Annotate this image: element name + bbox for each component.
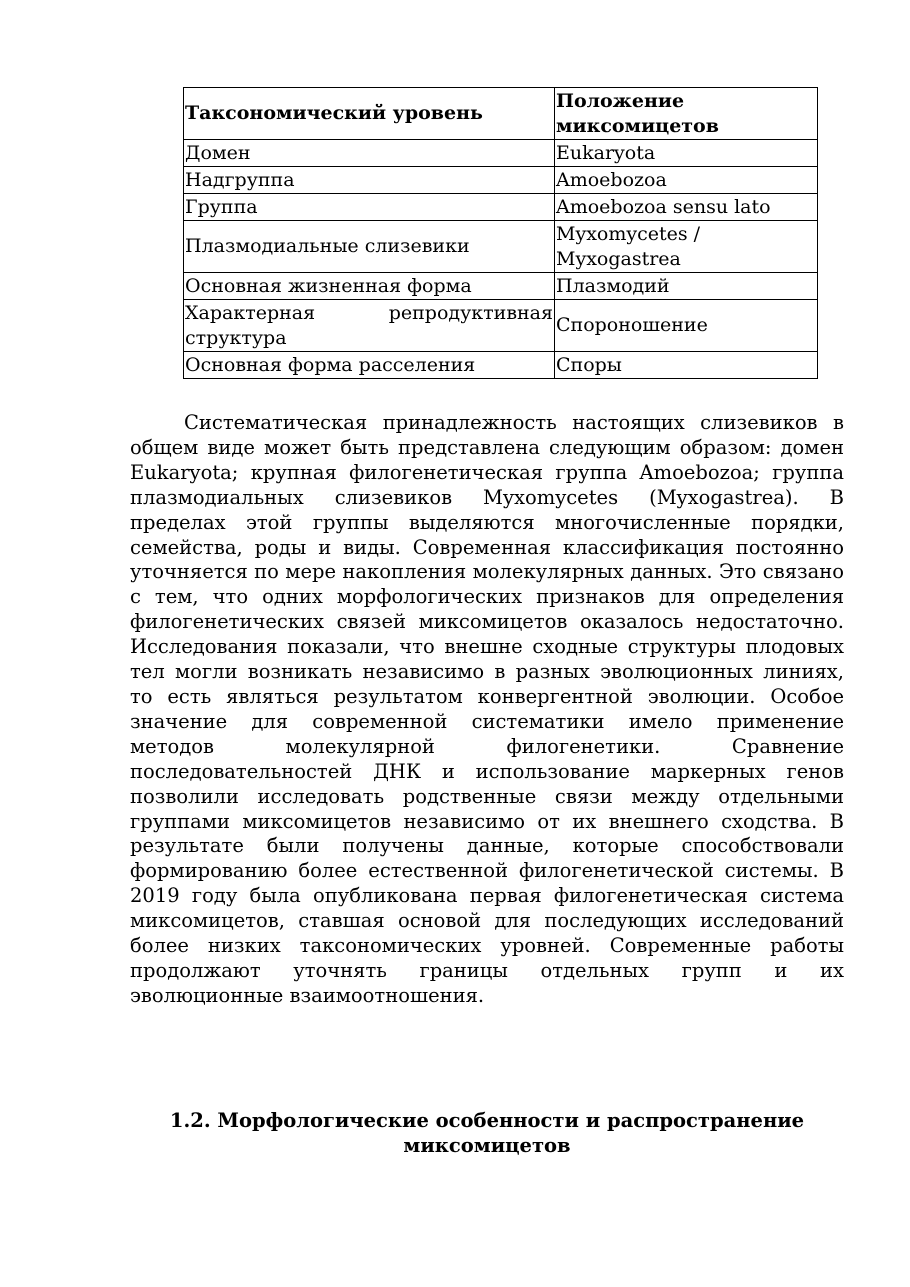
taxonomy-table [183,87,818,379]
cell-position: Споры [555,352,818,379]
cell-level: Надгруппа [184,167,555,194]
table-row [184,194,818,221]
cell-level: Характерная репродуктивная структура [184,300,555,352]
cell-position: Плазмодий [555,273,818,300]
cell-level: Плазмодиальные слизевики [184,221,555,273]
table-row [184,273,818,300]
header-myxomycete-position: Положение миксомицетов [555,88,818,140]
cell-position: Eukaryota [555,140,818,167]
header-taxonomic-level: Таксономический уровень [184,88,555,140]
cell-position: Amoebozoa [555,167,818,194]
cell-position: Amoebozoa sensu lato [555,194,818,221]
cell-level: Основная форма расселения [184,352,555,379]
table-row [184,352,818,379]
table-row [184,167,818,194]
table-row [184,300,818,352]
table-row [184,221,818,273]
cell-level: Домен [184,140,555,167]
cell-position: Myxomycetes / Myxogastrea [555,221,818,273]
table-header-row [184,88,818,140]
cell-level: Группа [184,194,555,221]
cell-level: Основная жизненная форма [184,273,555,300]
section-heading: 1.2. Морфологические особенности и распространение миксомицетов [169,1109,805,1157]
cell-position: Спороношение [555,300,818,352]
table-row [184,140,818,167]
body-paragraph: Систематическая принадлежность настоящих слизевиков в общем виде может быть представлена следующим образом: домен Eukaryota; крупная филогенетическая группа Amoebozoa; группа плазмодиальных слизевиков Myxomycetes (Myxogastrea). В пределах этой группы выделяются многочисленные порядки, семейства, роды и виды. Современная классификация постоянно уточняется по мере накопления молекулярных данных. Это связано с тем, что одних морфологических признаков для определения филогенетических связей миксомицетов оказалось недостаточно. Исследования показали, что внешне сходные структуры плодовых тел могли возникать независимо в разных эволюционных линиях, то есть являться результатом конвергентной эволюции. Особое значение для современной систематики имело применение методов молекулярной филогенетики. Сравнение последовательностей ДНК и использование маркерных генов позволили исследовать родственные связи между отдельными группами миксомицетов независимо от их внешнего сходства. В результате были получены данные, которые способствовали формированию более естественной филогенетической системы. В 2019 году была опубликована первая филогенетическая система миксомицетов, ставшая основой для последующих исследований более низких таксономических уровней. Современные работы продолжают уточнять границы отдельных групп и их эволюционные взаимоотношения. [130,411,844,1007]
